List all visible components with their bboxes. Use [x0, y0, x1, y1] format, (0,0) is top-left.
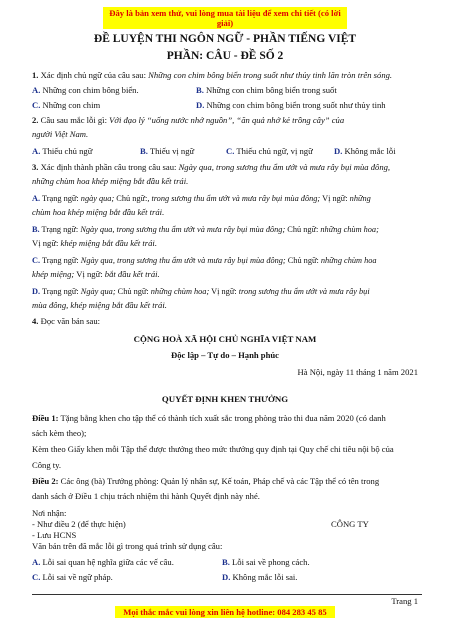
question-3: 3. Xác định thành phần câu trong câu sau: Ngày qua, trong sương thu ẩm ướt và mưa rây bụi mùa đông,	[32, 162, 391, 172]
q2-option-d[interactable]: D. Không mắc lỗi	[334, 146, 396, 156]
hotline-banner: Mọi thắc mắc vui lòng xin liên hệ hotline: 084 283 45 85	[115, 606, 335, 618]
q4-option-b[interactable]: B. Lỗi sai về phong cách.	[222, 557, 310, 567]
q3-option-c-continued: khép miệng; Vị ngữ: bắt đầu kết trái.	[32, 269, 160, 279]
q4-option-d[interactable]: D. Không mắc lỗi sai.	[222, 572, 298, 582]
question-text: Xác định chủ ngữ của câu sau:	[40, 70, 146, 80]
article-1: Điều 1: Tặng bằng khen cho tập thể có thành tích xuất sắc trong phòng trào thi đua năm 2020 (có danh	[32, 413, 386, 423]
q3-option-d[interactable]: D. Trạng ngữ: Ngày qua; Chủ ngữ: những chùm hoa; Vị ngữ: trong sương thu ẩm ướt và mưa rây bụi	[32, 287, 370, 296]
q3-option-a-continued: chùm hoa khép miệng bắt đầu kết trái.	[32, 207, 165, 217]
q2-option-b[interactable]: B. Thiếu vị ngữ	[140, 146, 195, 156]
decision-title: QUYẾT ĐỊNH KHEN THƯỞNG	[161, 394, 289, 404]
national-motto: Độc lập – Tự do – Hạnh phúc	[171, 350, 279, 360]
q1-option-a[interactable]: A. Những con chim bông biển.	[32, 85, 139, 95]
q1-option-d[interactable]: D. Những con chim bông biển trong suốt như thủy tinh	[196, 100, 386, 110]
q3-option-b[interactable]: B. Trạng ngữ: Ngày qua, trong sương thu ẩm ướt và mưa rây bụi mùa đông; Chủ ngữ: những chùm hoa;	[32, 225, 379, 234]
q3-option-b-continued: Vị ngữ: khép miệng bắt đầu kết trái.	[32, 238, 157, 248]
q1-option-b[interactable]: B. Những con chim bông biển trong suốt	[196, 85, 337, 95]
q1-option-c[interactable]: C. Những con chim	[32, 100, 101, 110]
question-number: 1.	[32, 70, 39, 80]
question-quote: Những con chim bông biển trong suốt như thủy tinh lăn tròn trên sóng.	[148, 70, 393, 80]
national-heading: CỘNG HOÀ XÃ HỘI CHỦ NGHĨA VIỆT NAM	[133, 334, 317, 344]
footer-divider	[32, 594, 422, 595]
article-1-continued: sách kèm theo);	[32, 428, 87, 438]
q3-option-d-continued: mùa đông, khép miệng bắt đầu kết trái.	[32, 300, 167, 310]
article-1-attachment: Kèm theo Giấy khen mỗi Tập thể được thưởng theo mức thưởng quy định tại Quy chế chi tiêu nội bộ của	[32, 444, 394, 454]
q4-option-c[interactable]: C. Lỗi sai về ngữ pháp.	[32, 572, 113, 582]
question-3-continued: những chùm hoa khép miệng bắt đầu kết trái.	[32, 176, 189, 186]
recipient-2: - Lưu HCNS	[32, 530, 77, 540]
recipient-1: - Như điều 2 (để thực hiện)	[32, 519, 126, 529]
question-4: 4. Đọc văn bản sau:	[32, 316, 101, 326]
company-signature: CÔNG TY	[331, 519, 369, 529]
q2-option-c[interactable]: C. Thiếu chủ ngữ, vị ngữ	[226, 146, 313, 156]
preview-banner: Đây là bản xem thử, vui lòng mua tài liệu để xem chi tiết (có lời giải)	[103, 7, 347, 29]
article-2-continued: danh sách ở Điều 1 chịu trách nhiệm thi hành Quyết định này nhé.	[32, 491, 260, 501]
document-title: ĐỀ LUYỆN THI NGÔN NGỮ - PHẦN TIẾNG VIỆT	[93, 33, 357, 45]
article-1-attachment-continued: Công ty.	[32, 460, 62, 470]
question-4-prompt: Văn bản trên đã mắc lỗi gì trong quá trình sử dụng câu:	[32, 541, 223, 551]
question-2-continued: người Việt Nam.	[32, 129, 89, 139]
article-2: Điều 2: Các ông (bà) Trưởng phòng: Quản lý nhân sự, Kế toán, Pháp chế và các Tập thể có tên trong	[32, 476, 380, 486]
q3-option-c[interactable]: C. Trạng ngữ: Ngày qua, trong sương thu ẩm ướt và mưa rây bụi mùa đông; Chủ ngữ: những chùm hoa	[32, 256, 377, 265]
page-number: Trang 1	[391, 596, 418, 606]
q3-option-a[interactable]: A. Trạng ngữ: ngày qua; Chủ ngữ:, trong sương thu ẩm ướt và mưa rây bụi mùa đông; Vị ngữ: những	[32, 194, 371, 203]
document-date: Hà Nội, ngày 11 tháng 1 năm 2021	[297, 367, 418, 377]
recipients-label: Nơi nhận:	[32, 508, 67, 518]
question-1	[32, 70, 422, 81]
q2-option-a[interactable]: A. Thiếu chủ ngữ	[32, 146, 93, 156]
question-2: 2. Câu sau mắc lỗi gì: Với đạo lý “uống nước nhớ nguồn”, “ăn quả nhớ kẻ trồng cây” của	[32, 115, 345, 125]
q4-option-a[interactable]: A. Lỗi sai quan hệ nghĩa giữa các vế câu.	[32, 557, 174, 567]
document-subtitle: PHẦN: CÂU - ĐỀ SỐ 2	[166, 50, 284, 62]
